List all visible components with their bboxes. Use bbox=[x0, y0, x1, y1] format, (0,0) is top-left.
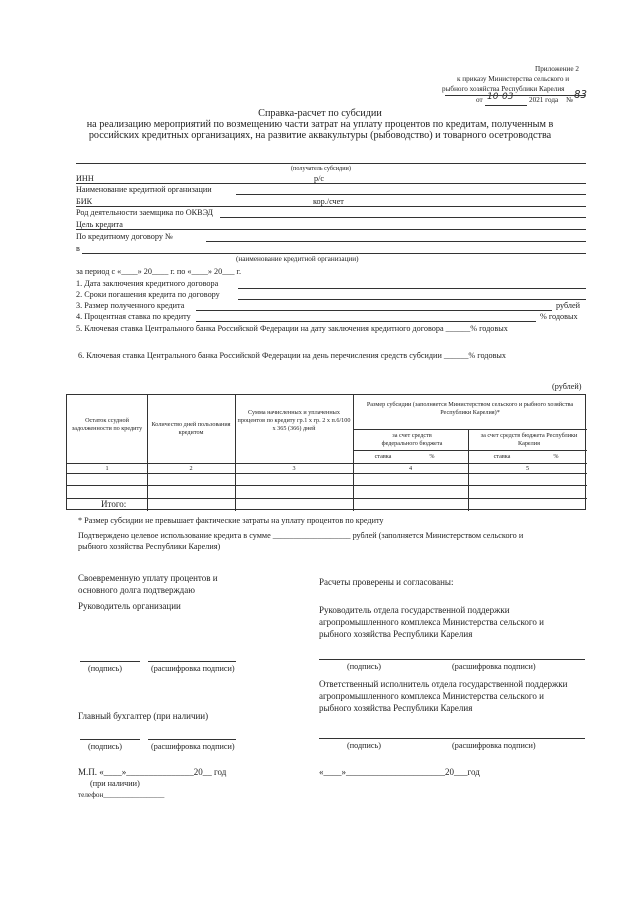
appendix-underline bbox=[445, 95, 585, 96]
col45-header: Размер субсидии (заполняется Министерством сельского и рыбного хозяйства Республики Карелия)* bbox=[366, 401, 574, 416]
purpose-label: Цель кредита bbox=[76, 220, 123, 229]
col1-header: Остаток ссудной задолженности по кредиту bbox=[71, 417, 143, 432]
table-hline-nums bbox=[67, 463, 587, 464]
bik-label: БИК bbox=[76, 197, 93, 206]
col5-number: 5 bbox=[525, 465, 530, 472]
item4-label: 4. Процентная ставка по кредиту bbox=[76, 312, 191, 321]
appendix-date-month: 03 bbox=[502, 92, 514, 102]
confirm-line2: рыбного хозяйства Республики Карелия) bbox=[78, 542, 221, 551]
col2-number: 2 bbox=[189, 465, 193, 472]
appendix-number-label: № bbox=[566, 96, 573, 104]
item1-line bbox=[238, 288, 586, 289]
title-line2: на реализацию мероприятий по возмещению части затрат на уплату процентов по кредитам, полученным в bbox=[86, 119, 554, 130]
item4-line bbox=[196, 321, 536, 322]
appendix-line3: рыбного хозяйства Республики Карелия bbox=[442, 85, 565, 93]
col5-pct-label: % bbox=[553, 453, 559, 460]
stamp-note: (при наличии) bbox=[90, 779, 140, 788]
left-signature-line bbox=[80, 661, 140, 662]
item2-label: 2. Сроки погашения кредита по договору bbox=[76, 290, 220, 299]
confirm-line1: Подтверждено целевое использование кредита в сумме ___________________ рублей (заполняется Министерством сельского и bbox=[78, 531, 524, 540]
account-label: р/с bbox=[314, 174, 325, 183]
executor-line2: агропромышленного комплекса Министерства сельского и bbox=[319, 691, 544, 701]
col3-number: 3 bbox=[292, 465, 296, 472]
title-line3: российских кредитных организациях, на развитие аквакультуры (рыбоводство) и товарного осетроводства bbox=[88, 130, 552, 141]
contract-line bbox=[206, 241, 586, 242]
col3-header: Сумма начисленных и уплаченных процентов по кредиту гр.1 х гр. 2 х п.6/100 х 365 (366) дней bbox=[237, 409, 351, 432]
right-head-line3: рыбного хозяйства Республики Карелия bbox=[319, 629, 473, 639]
col1-number: 1 bbox=[105, 465, 109, 472]
bank-name-label: Наименование кредитной организации bbox=[76, 185, 212, 194]
table-vline-2 bbox=[235, 395, 236, 511]
right-checked-label: Расчеты проверены и согласованы: bbox=[319, 577, 454, 587]
executor-line3: рыбного хозяйства Республики Карелия bbox=[319, 703, 473, 713]
subsidy-table bbox=[66, 394, 586, 510]
right-signature-line bbox=[319, 659, 585, 660]
right-date: «____»______________________20___год bbox=[319, 767, 480, 777]
accountant-label: Главный бухгалтер (при наличии) bbox=[78, 711, 209, 721]
appendix-date-prefix: от bbox=[476, 96, 483, 104]
corr-account-label: кор./счет bbox=[313, 197, 344, 206]
activity-line bbox=[220, 217, 586, 218]
phone-label: телефон_________________ bbox=[78, 791, 165, 799]
activity-label: Род деятельности заемщика по ОКВЭД bbox=[76, 208, 213, 217]
appendix-line1: Приложение 2 bbox=[535, 65, 579, 73]
item4-unit: % годовых bbox=[540, 312, 578, 321]
item6-label: 6. Ключевая ставка Центрального банка Российской Федерации на день перечисления средств субсидии ______% годовых bbox=[78, 351, 507, 360]
accountant-decode-line bbox=[148, 739, 236, 740]
bik-line bbox=[76, 206, 586, 207]
purpose-line bbox=[76, 229, 586, 230]
recipient-caption: (получатель субсидии) bbox=[291, 165, 351, 172]
period-label: за период с «____» 20____ г. по «____» 20___ г. bbox=[76, 267, 242, 276]
item5-label: 5. Ключевая ставка Центрального банка Российской Федерации на дату заключения кредитного договора ______% годовых bbox=[76, 324, 508, 333]
table-vline-3 bbox=[353, 395, 354, 511]
item1-label: 1. Дата заключения кредитного договора bbox=[76, 279, 219, 288]
in-label: в bbox=[76, 244, 80, 253]
right-head-line1: Руководитель отдела государственной поддержки bbox=[319, 605, 510, 615]
appendix-line2: к приказу Министерства сельского и bbox=[457, 75, 570, 83]
bank-caption: (наименование кредитной организации) bbox=[236, 255, 359, 263]
stamp-date: М.П. «____»_______________20__ год bbox=[78, 767, 227, 777]
executor-decode-caption: (расшифровка подписи) bbox=[452, 741, 536, 750]
table-hline-row1 bbox=[67, 473, 587, 474]
appendix-number: 83 bbox=[574, 90, 587, 101]
left-signature-caption: (подпись) bbox=[88, 664, 122, 673]
currency-note: (рублей) bbox=[552, 382, 582, 391]
left-decode-line bbox=[148, 661, 236, 662]
item3-unit: рублей bbox=[556, 301, 581, 310]
executor-line1: Ответственный исполнитель отдела государственной поддержки bbox=[319, 679, 568, 689]
item3-label: 3. Размер полученного кредита bbox=[76, 301, 185, 310]
table-hline-row3 bbox=[67, 498, 587, 499]
table-vline-1 bbox=[147, 395, 148, 511]
col4-pct-label: % bbox=[429, 453, 435, 460]
table-hline-row2 bbox=[67, 485, 587, 486]
right-signature-caption: (подпись) bbox=[347, 662, 381, 671]
item2-line bbox=[238, 299, 586, 300]
inn-line bbox=[76, 183, 586, 184]
left-decode-caption: (расшифровка подписи) bbox=[151, 664, 235, 673]
table-hline-sub bbox=[353, 429, 587, 430]
bank-name-line bbox=[236, 194, 586, 195]
footnote: * Размер субсидии не превышает фактические затраты на уплату процентов по кредиту bbox=[78, 516, 384, 525]
title-line1: Справка-расчет по субсидии bbox=[258, 108, 382, 119]
contract-label: По кредитному договору № bbox=[76, 232, 173, 241]
inn-label: ИНН bbox=[76, 174, 94, 183]
left-payment-line2: основного долга подтверждаю bbox=[78, 585, 195, 595]
right-head-line2: агропромышленного комплекса Министерства сельского и bbox=[319, 617, 544, 627]
table-hline-rate bbox=[353, 450, 587, 451]
col4-rate-label: ставка bbox=[374, 453, 392, 460]
recipient-line bbox=[76, 163, 586, 164]
col5-header: за счет средств бюджета Республики Карелия bbox=[480, 432, 578, 447]
col4-number: 4 bbox=[408, 465, 413, 472]
accountant-decode-caption: (расшифровка подписи) bbox=[151, 742, 235, 751]
bank-line bbox=[82, 253, 586, 254]
accountant-signature-line bbox=[80, 739, 140, 740]
appendix-date-day: 10 bbox=[487, 92, 499, 102]
executor-signature-caption: (подпись) bbox=[347, 741, 381, 750]
col2-header: Количество дней пользования кредитом bbox=[151, 421, 231, 436]
left-payment-line1: Своевременную уплату процентов и bbox=[78, 573, 218, 583]
item3-line bbox=[196, 310, 552, 311]
appendix-date-year: 2021 года bbox=[529, 96, 559, 104]
accountant-signature-caption: (подпись) bbox=[88, 742, 122, 751]
right-decode-caption: (расшифровка подписи) bbox=[452, 662, 536, 671]
appendix-date-line bbox=[485, 105, 527, 106]
col4-header: за счет средств федерального бюджета bbox=[381, 432, 443, 447]
left-head-label: Руководитель организации bbox=[78, 601, 181, 611]
executor-signature-line bbox=[319, 738, 585, 739]
table-total-label: Итого: bbox=[101, 499, 127, 509]
col5-rate-label: ставка bbox=[493, 453, 511, 460]
